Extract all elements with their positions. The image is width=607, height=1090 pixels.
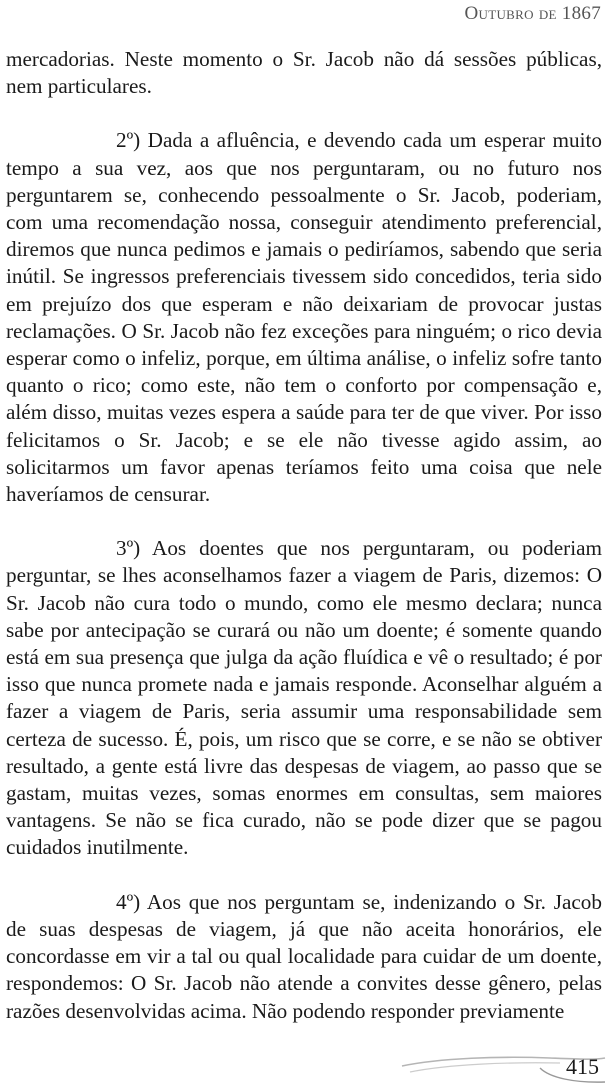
paragraph-item-2: 2º) Dada a afluência, e devendo cada um esperar muito tempo a sua vez, aos que nos perguntaram, ou no futuro nos perguntarem se, conhecendo pessoalmente o Sr. Jacob, poderiam, com uma recomendação nossa, conseguir atendimento preferencial, diremos que nunca pedimos e jamais o pediríamos, sabendo que seria inútil. Se ingressos preferenciais tivessem sido concedidos, teria sido em prejuízo dos que esperam e não deixariam de provocar justas reclamações. O Sr. Jacob não fez exceções para ninguém; o rico devia esperar como o infeliz, porque, em última análise, o infeliz sofre tanto quanto o rico; como este, não tem o conforto por compensação e, além disso, muitas vezes espera a saúde para ter de que viver. Por isso felicitamos o Sr. Jacob; e se ele não tivesse agido assim, ao solicitarmos um favor apenas teríamos feito uma coisa que nele haveríamos de censurar. [6,128,602,507]
running-header [465,3,602,25]
header-title: Outubro de 1867 [464,3,601,24]
body-text [6,46,602,1025]
paragraph-item-4: 4º) Aos que nos perguntam se, indenizando o Sr. Jacob de suas despesas de viagem, já que não aceita honorários, ele concordasse em vir a tal ou qual localidade para cuidar de um doente, respondemos: O Sr. Jacob não atende a convites desse gênero, pelas razões desenvolvidas acima. Não podendo responder previamente [6,889,602,1023]
paragraph-continuation: mercadorias. Neste momento o Sr. Jacob não dá sessões públicas, nem particulares. [6,47,602,99]
page-number: 415 [566,1054,599,1079]
paragraph-item-3: 3º) Aos doentes que nos perguntaram, ou poderiam perguntar, se lhes aconselhamos fazer a viagem de Paris, dizemos: O Sr. Jacob não cura todo o mundo, como ele mesmo declara; nunca sabe por antecipação se curará ou não um doente; é somente quando está em sua presença que julga da ação fluídica e vê o resultado; é por isso que nunca promete nada e jamais responde. Aconselhar alguém a fazer a viagem de Paris, seria assumir uma responsabilidade sem certeza de sucesso. É, pois, um risco que se corre, e se não se obtiver resultado, a gente está livre das despesas de viagem, ao passo que se gastam, muitas vezes, somas enormes em consultas, sem maiores vantagens. Se não se fica curado, não se pode dizer que se pagou cuidados inutilmente. [6,536,602,860]
